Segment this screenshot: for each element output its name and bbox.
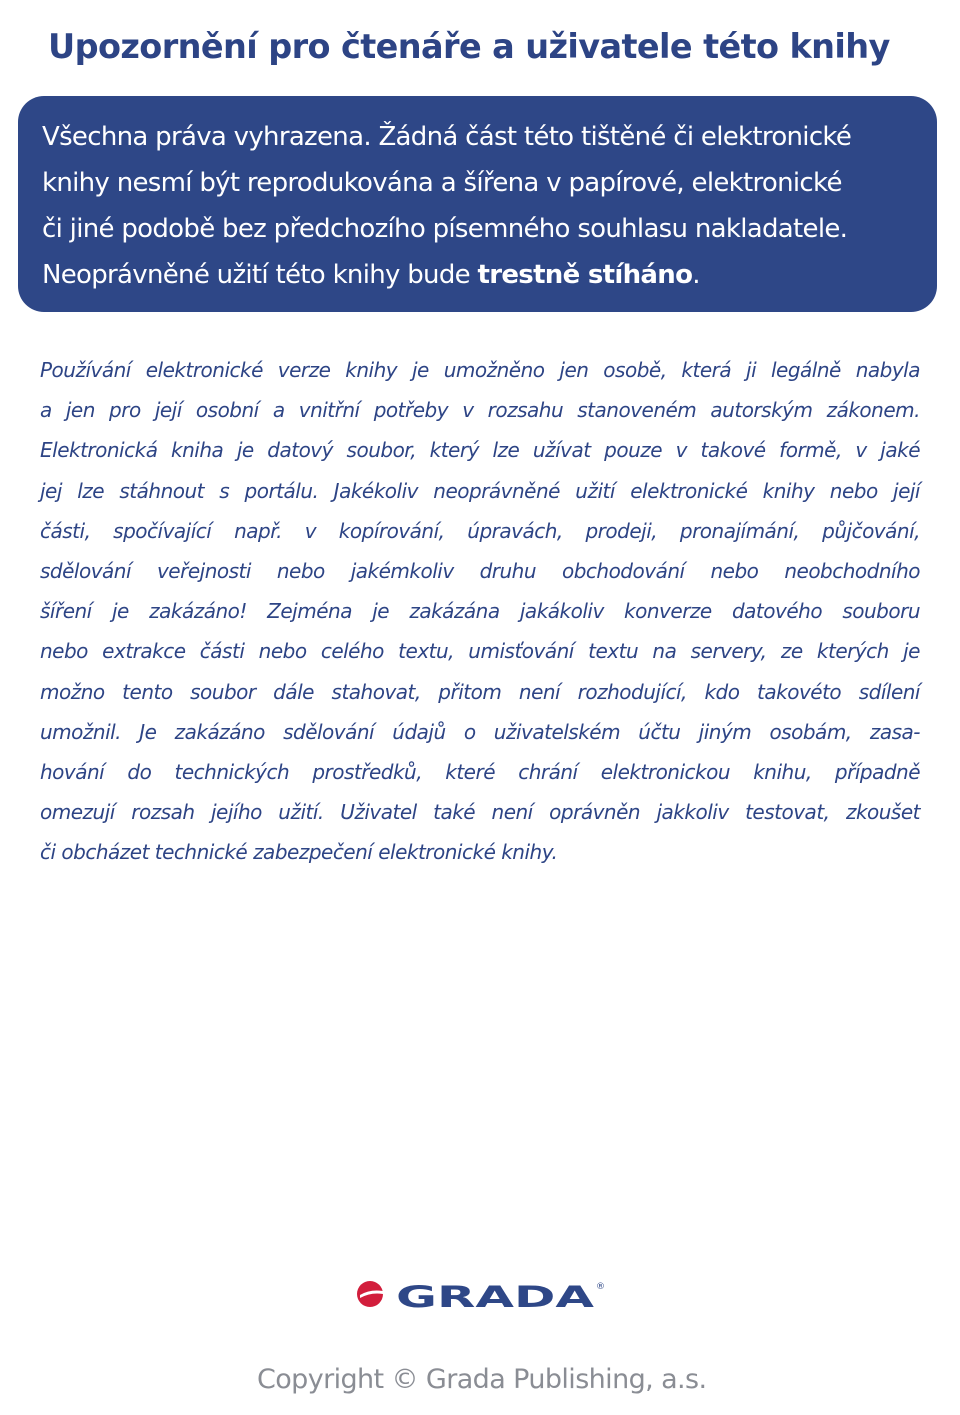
usage-terms-paragraph — [40, 350, 920, 873]
notice-line-last — [42, 252, 917, 298]
paragraph-line: omezují rozsah jejího užití. Uživatel také není oprávněn jakkoliv testovat, zkoušet — [40, 800, 920, 825]
notice-line: Všechna práva vyhrazena. Žádná část této tištěné či elektronické — [42, 122, 852, 152]
paragraph-line: možno tento soubor dále stahovat, přitom není rozhodující, kdo takovéto sdílení — [40, 679, 920, 704]
notice-line: knihy nesmí být reprodukována a šířena v papírové, elektronické — [42, 168, 842, 198]
paragraph-line: a jen pro její osobní a vnitřní potřeby v rozsahu stanoveném autorským zákonem. — [40, 398, 920, 423]
notice-line: či jiné podobě bez předchozího písemného souhlasu nakladatele. — [42, 214, 848, 244]
grada-logo — [356, 1278, 606, 1312]
paragraph-line: či obcházet technické zabezpečení elektronické knihy. — [40, 840, 558, 865]
copyright-notice-box — [18, 96, 937, 312]
notice-last-prefix: Neoprávněné užití této knihy bude — [42, 260, 478, 290]
paragraph-line: umožnil. Je zakázáno sdělování údajů o uživatelském účtu jiným osobám, zasa- — [40, 719, 920, 744]
logo-registered-mark: ® — [596, 1282, 605, 1292]
copyright-line: Copyright © Grada Publishing, a.s. — [257, 1364, 707, 1395]
notice-emphasis: trestně stíháno — [477, 260, 693, 290]
paragraph-line: Elektronická kniha je datový soubor, který lze užívat pouze v takové formě, v jaké — [40, 438, 920, 463]
page-title: Upozornění pro čtenáře a uživatele této knihy — [48, 27, 890, 66]
paragraph-line: jej lze stáhnout s portálu. Jakékoliv neoprávněné užití elektronické knihy nebo její — [40, 478, 920, 503]
paragraph-line: Používání elektronické verze knihy je umožněno jen osobě, která ji legálně nabyla — [40, 358, 920, 382]
paragraph-line: sdělování veřejnosti nebo jakémkoliv druhu obchodování nebo neobchodního — [40, 559, 920, 584]
logo-wordmark: GRADA — [396, 1280, 595, 1312]
notice-last-suffix: . — [692, 260, 700, 290]
paragraph-line: nebo extrakce části nebo celého textu, umisťování textu na servery, ze kterých je — [40, 639, 920, 664]
paragraph-line: hování do technických prostředků, které chrání elektronickou knihu, případně — [40, 760, 920, 785]
grada-logo-mark-icon — [357, 1281, 383, 1307]
paragraph-line: šíření je zakázáno! Zejména je zakázána jakákoliv konverze datového souboru — [40, 599, 920, 624]
paragraph-line: části, spočívající např. v kopírování, úpravách, prodeji, pronajímání, půjčování, — [40, 518, 920, 543]
